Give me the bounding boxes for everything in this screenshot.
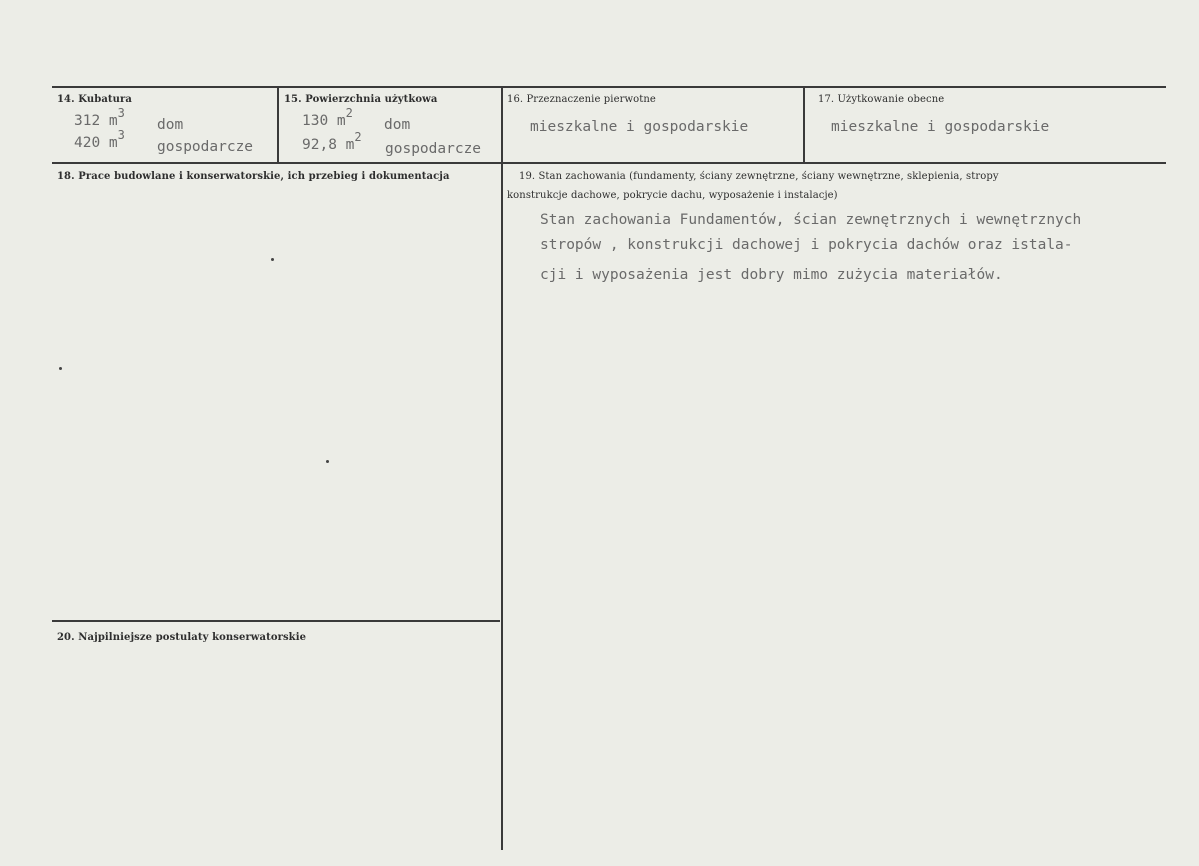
field-16-value: mieszkalne i gospodarskie	[530, 119, 749, 135]
field-15-row1	[302, 106, 353, 129]
field-17-label: 17. Użytkowanie obecne	[818, 94, 945, 105]
field-14-row1-value: 312 m	[74, 113, 118, 129]
field-19-label-line2: konstrukcje dachowe, pokrycie dachu, wyposażenie i instalacje)	[507, 190, 838, 201]
field-19-text-line2: stropów , konstrukcji dachowej i pokrycia dachów oraz istala-	[540, 237, 1073, 253]
field-15-label: 15. Powierzchnia użytkowa	[284, 94, 438, 105]
field-15-row2-value: 92,8 m	[302, 137, 355, 153]
row-divider-rule	[52, 162, 1166, 164]
divider-14-15	[277, 88, 279, 162]
field-14-row2-desc: gospodarcze	[157, 139, 254, 155]
field-14-row2-exponent: 3	[117, 128, 125, 142]
main-column-divider	[501, 88, 503, 850]
speck	[59, 367, 62, 370]
field-15-row2-exponent: 2	[354, 130, 362, 144]
field-15-row2-desc: gospodarcze	[385, 141, 482, 157]
field-15-row1-value: 130 m	[302, 113, 346, 129]
field-19-text-line1: Stan zachowania Fundamentów, ścian zewnętrznych i wewnętrznych	[540, 212, 1082, 228]
speck	[271, 258, 274, 261]
field-15-row1-desc: dom	[384, 117, 411, 133]
field-19-text-line3: cji i wyposażenia jest dobry mimo zużycia materiałów.	[540, 267, 1003, 283]
field-15-row1-exponent: 2	[345, 106, 353, 120]
field-14-label: 14. Kubatura	[57, 94, 132, 105]
field-14-row2-value: 420 m	[74, 135, 118, 151]
field-14-row2	[74, 128, 125, 151]
field-15-row2	[302, 130, 362, 153]
field-18-label: 18. Prace budowlane i konserwatorskie, ich przebieg i dokumentacja	[57, 171, 450, 182]
field-14-row1	[74, 106, 125, 129]
field-14-row1-exponent: 3	[117, 106, 125, 120]
field-16-label: 16. Przeznaczenie pierwotne	[507, 94, 656, 105]
field-17-value: mieszkalne i gospodarskie	[831, 119, 1050, 135]
field-20-top-rule	[52, 620, 500, 622]
field-20-label: 20. Najpilniejsze postulaty konserwatorskie	[57, 632, 307, 643]
divider-16-17	[803, 88, 805, 162]
field-19-label-line1: 19. Stan zachowania (fundamenty, ściany zewnętrzne, ściany wewnętrzne, sklepienia, stropy	[519, 171, 999, 182]
speck	[326, 460, 329, 463]
top-rule	[52, 86, 1166, 88]
field-14-row1-desc: dom	[157, 117, 184, 133]
